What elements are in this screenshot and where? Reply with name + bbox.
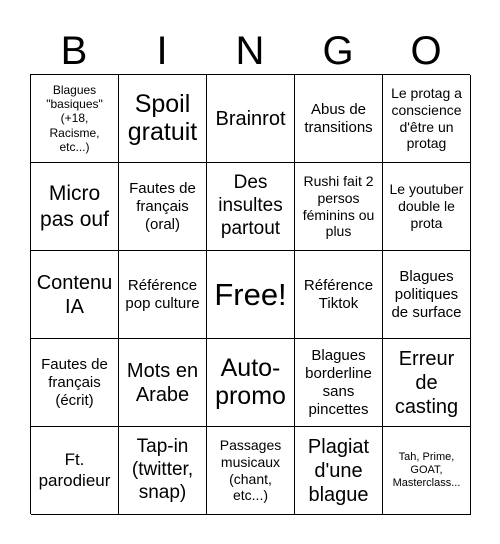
header-letter-b: B — [60, 28, 88, 73]
bingo-cell[interactable]: Brainrot — [207, 75, 295, 163]
bingo-cell[interactable]: Tah, Prime, GOAT, Masterclass... — [383, 427, 471, 515]
bingo-cell[interactable]: Blagues politiques de surface — [383, 251, 471, 339]
bingo-cell[interactable]: Spoil gratuit — [119, 75, 207, 163]
bingo-header — [30, 28, 470, 74]
bingo-cell[interactable]: Micro pas ouf — [31, 163, 119, 251]
bingo-cell[interactable]: Blagues borderline sans pincettes — [295, 339, 383, 427]
bingo-cell[interactable]: Le youtuber double le prota — [383, 163, 471, 251]
bingo-cell[interactable]: Le protag a conscience d'être un protag — [383, 75, 471, 163]
header-letter-n: N — [235, 28, 265, 73]
bingo-cell[interactable]: Erreur de casting — [383, 339, 471, 427]
bingo-cell[interactable]: Auto-promo — [207, 339, 295, 427]
header-letter-i: I — [156, 28, 168, 73]
bingo-cell[interactable]: Plagiat d'une blague — [295, 427, 383, 515]
bingo-cell[interactable]: Contenu IA — [31, 251, 119, 339]
bingo-cell[interactable]: Blagues "basiques" (+18, Racisme, etc...) — [31, 75, 119, 163]
bingo-cell[interactable]: Fautes de français (oral) — [119, 163, 207, 251]
bingo-cell[interactable]: Référence Tiktok — [295, 251, 383, 339]
bingo-grid — [30, 74, 470, 514]
bingo-cell[interactable]: Référence pop culture — [119, 251, 207, 339]
bingo-cell[interactable]: Fautes de français (écrit) — [31, 339, 119, 427]
bingo-cell[interactable]: Mots en Arabe — [119, 339, 207, 427]
bingo-cell[interactable]: Passages musicaux (chant, etc...) — [207, 427, 295, 515]
bingo-cell[interactable]: Ft. parodieur — [31, 427, 119, 515]
bingo-cell[interactable]: Des insultes partout — [207, 163, 295, 251]
bingo-cell[interactable]: Abus de transitions — [295, 75, 383, 163]
bingo-cell[interactable]: Tap-in (twitter, snap) — [119, 427, 207, 515]
bingo-cell[interactable]: Rushi fait 2 persos féminins ou plus — [295, 163, 383, 251]
free-space[interactable]: Free! — [207, 251, 295, 339]
header-letter-o: O — [410, 28, 442, 73]
header-letter-g: G — [322, 28, 354, 73]
